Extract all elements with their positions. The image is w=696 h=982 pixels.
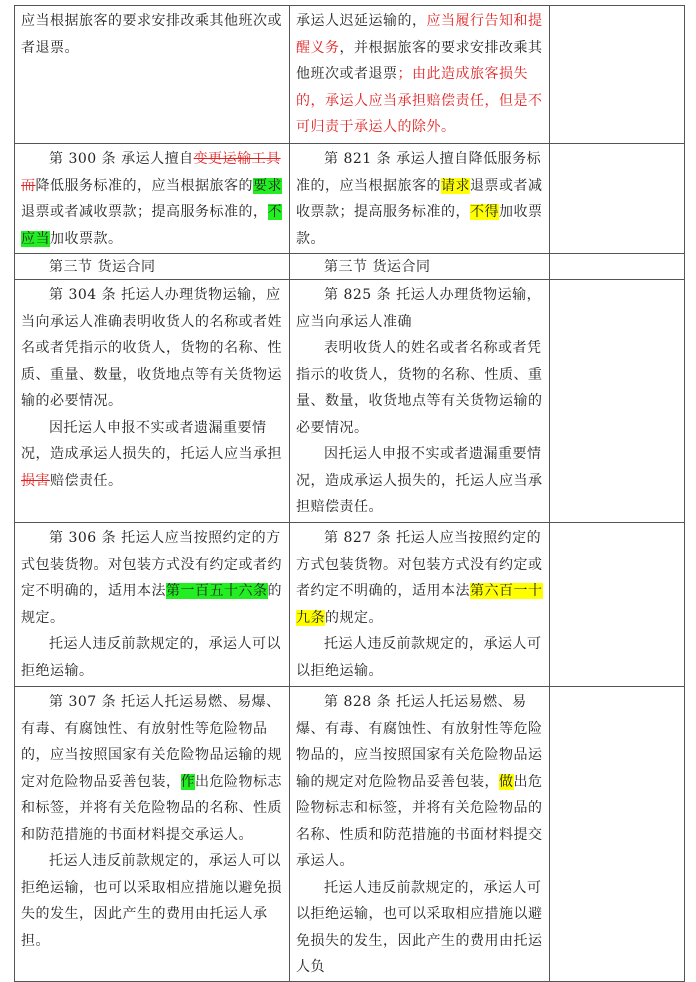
new-law-cell — [290, 523, 550, 687]
new-law-cell — [290, 144, 550, 254]
paragraph — [296, 631, 543, 684]
text-segment: 第 307 条 托运人托运易燃、易爆、有毒、有腐蚀性、有放射性等危险物品的，应当按照国家有关危险物品运输的规定对危险物品妥善包装， — [21, 694, 282, 790]
text-segment: 退票或者减收票款；提高服务标准的， — [21, 204, 268, 220]
new-law-cell — [290, 254, 550, 280]
red-text: ；由此造成旅客损失的，承运人应当承担赔偿责任，但是不可归责于承运人的除外。 — [296, 66, 543, 135]
text-segment: 因托运人申报不实或者遗漏重要情况，造成承运人损失的，托运人应当承担赔偿责任。 — [296, 446, 543, 515]
text-segment: 承运人迟延运输的， — [296, 13, 427, 29]
paragraph — [296, 875, 543, 981]
yellow-highlight: 请求 — [441, 177, 470, 194]
notes-cell — [550, 6, 685, 144]
paragraph — [21, 689, 283, 848]
notes-cell — [550, 254, 685, 280]
table-body — [15, 6, 685, 982]
paragraph — [296, 525, 543, 631]
old-law-cell — [15, 6, 290, 144]
green-highlight: 第一百五十六条 — [166, 583, 268, 599]
text-segment: 加收票款。 — [50, 230, 123, 247]
table-row — [15, 523, 685, 687]
text-segment: 托运人违反前款规定的，承运人可以拒绝运输，也可以采取相应措施以避免损失的发生，因此产生的费用由托运人承担。 — [21, 853, 282, 949]
green-highlight: 不应当 — [21, 204, 282, 247]
notes-cell — [550, 144, 685, 254]
text-segment: 第三节 货运合同 — [324, 259, 431, 275]
text-segment: 第 300 条 承运人擅自 — [49, 151, 194, 167]
table-row — [15, 6, 685, 144]
text-segment: 托运人违反前款规定的，承运人可以拒绝运输。 — [21, 636, 281, 679]
paragraph — [21, 282, 283, 415]
yellow-highlight: 做 — [499, 773, 514, 790]
paragraph — [21, 256, 283, 278]
table-row — [15, 144, 685, 254]
paragraph — [296, 256, 543, 278]
text-segment: ，并根据旅客的要求安排改乘其他班次或者退票 — [296, 39, 543, 82]
old-law-cell — [15, 254, 290, 280]
paragraph — [21, 848, 283, 954]
text-segment: 第 827 条 托运人应当按照约定的方式包装货物。对包装方式没有约定或者约定不明确的，适用本法 — [296, 530, 543, 599]
text-segment: 因托运人申报不实或者遗漏重要情况，造成承运人损失的，托运人应当承担 — [21, 419, 282, 462]
paragraph — [296, 146, 543, 252]
old-law-cell — [15, 144, 290, 254]
text-segment: 第 304 条 托运人办理货物运输，应当向承运人准确表明收货人的名称或者姓名或者凭指示的收货人，货物的名称、性质、重量、数量，收货地点等有关货物运输的必要情况。 — [21, 287, 282, 409]
paragraph — [296, 335, 543, 441]
green-highlight: 作 — [180, 773, 195, 790]
notes-cell — [550, 687, 685, 982]
text-segment: 赔偿责任。 — [50, 472, 123, 489]
comparison-table — [14, 5, 685, 982]
new-law-cell — [290, 6, 550, 144]
text-segment: 托运人违反前款规定的，承运人可以拒绝运输。 — [296, 636, 542, 679]
deleted-text: 损害 — [21, 472, 50, 489]
old-law-cell — [15, 523, 290, 687]
paragraph — [296, 282, 543, 335]
old-law-cell — [15, 687, 290, 982]
text-segment: 应当根据旅客的要求安排改乘其他班次或者退票。 — [21, 13, 282, 56]
text-segment: 托运人违反前款规定的，承运人可以拒绝运输，也可以采取相应措施以避免损失的发生，因此产生的费用由托运人负 — [296, 879, 543, 975]
paragraph — [21, 415, 283, 495]
text-segment: 降低服务标准的，应当根据旅客的 — [35, 177, 253, 194]
text-segment: 第 821 条 承运人擅自降低服务标准的，应当根据旅客的 — [296, 151, 542, 194]
text-segment: 第三节 货运合同 — [49, 259, 156, 275]
text-segment: 表明收货人的姓名或者名称或者凭指示的收货人，货物的名称、性质、重量、数量，收货地点等有关货物运输的必要情况。 — [296, 340, 543, 436]
new-law-cell — [290, 687, 550, 982]
text-segment: 出危险物标志和标签，并将有关危险物品的名称、性质和防范措施的书面材料提交承运人。 — [296, 773, 543, 869]
text-segment: 加收票款。 — [296, 204, 543, 247]
deleted-text: 变更运输工具而 — [21, 151, 281, 194]
yellow-highlight: 不得 — [470, 204, 499, 220]
green-highlight: 要求 — [253, 177, 282, 194]
old-law-cell — [15, 280, 290, 523]
text-segment: 第 828 条 托运人托运易燃、易爆、有毒、有腐蚀性、有放射性等危险物品的，应当按照国家有关危险物品运输的规定对危险物品妥善包装， — [296, 694, 543, 790]
text-segment: 第 306 条 托运人应当按照约定的方式包装货物。对包装方式没有约定或者约定不明确的，适用本法 — [21, 530, 282, 599]
new-law-cell — [290, 280, 550, 523]
text-segment: 第 825 条 托运人办理货物运输，应当向承运人准确 — [296, 287, 542, 330]
paragraph — [296, 441, 543, 521]
paragraph — [296, 8, 543, 141]
text-segment: 的规定。 — [325, 609, 383, 626]
paragraph — [296, 689, 543, 875]
paragraph — [21, 525, 283, 631]
red-text: 应当履行告知和提醒义务 — [296, 13, 543, 56]
paragraph — [21, 8, 283, 61]
notes-cell — [550, 523, 685, 687]
text-segment: 的规定。 — [21, 583, 282, 626]
table-row — [15, 687, 685, 982]
notes-cell — [550, 280, 685, 523]
paragraph — [21, 146, 283, 252]
table-row — [15, 254, 685, 280]
yellow-highlight: 第六百一十九条 — [296, 583, 543, 626]
text-segment: 退票或者减收票款；提高服务标准的， — [296, 177, 543, 220]
table-row — [15, 280, 685, 523]
text-segment: 出危险物标志和标签，并将有关危险物品的名称、性质和防范措施的书面材料提交承运人。 — [21, 773, 282, 843]
paragraph — [21, 631, 283, 684]
